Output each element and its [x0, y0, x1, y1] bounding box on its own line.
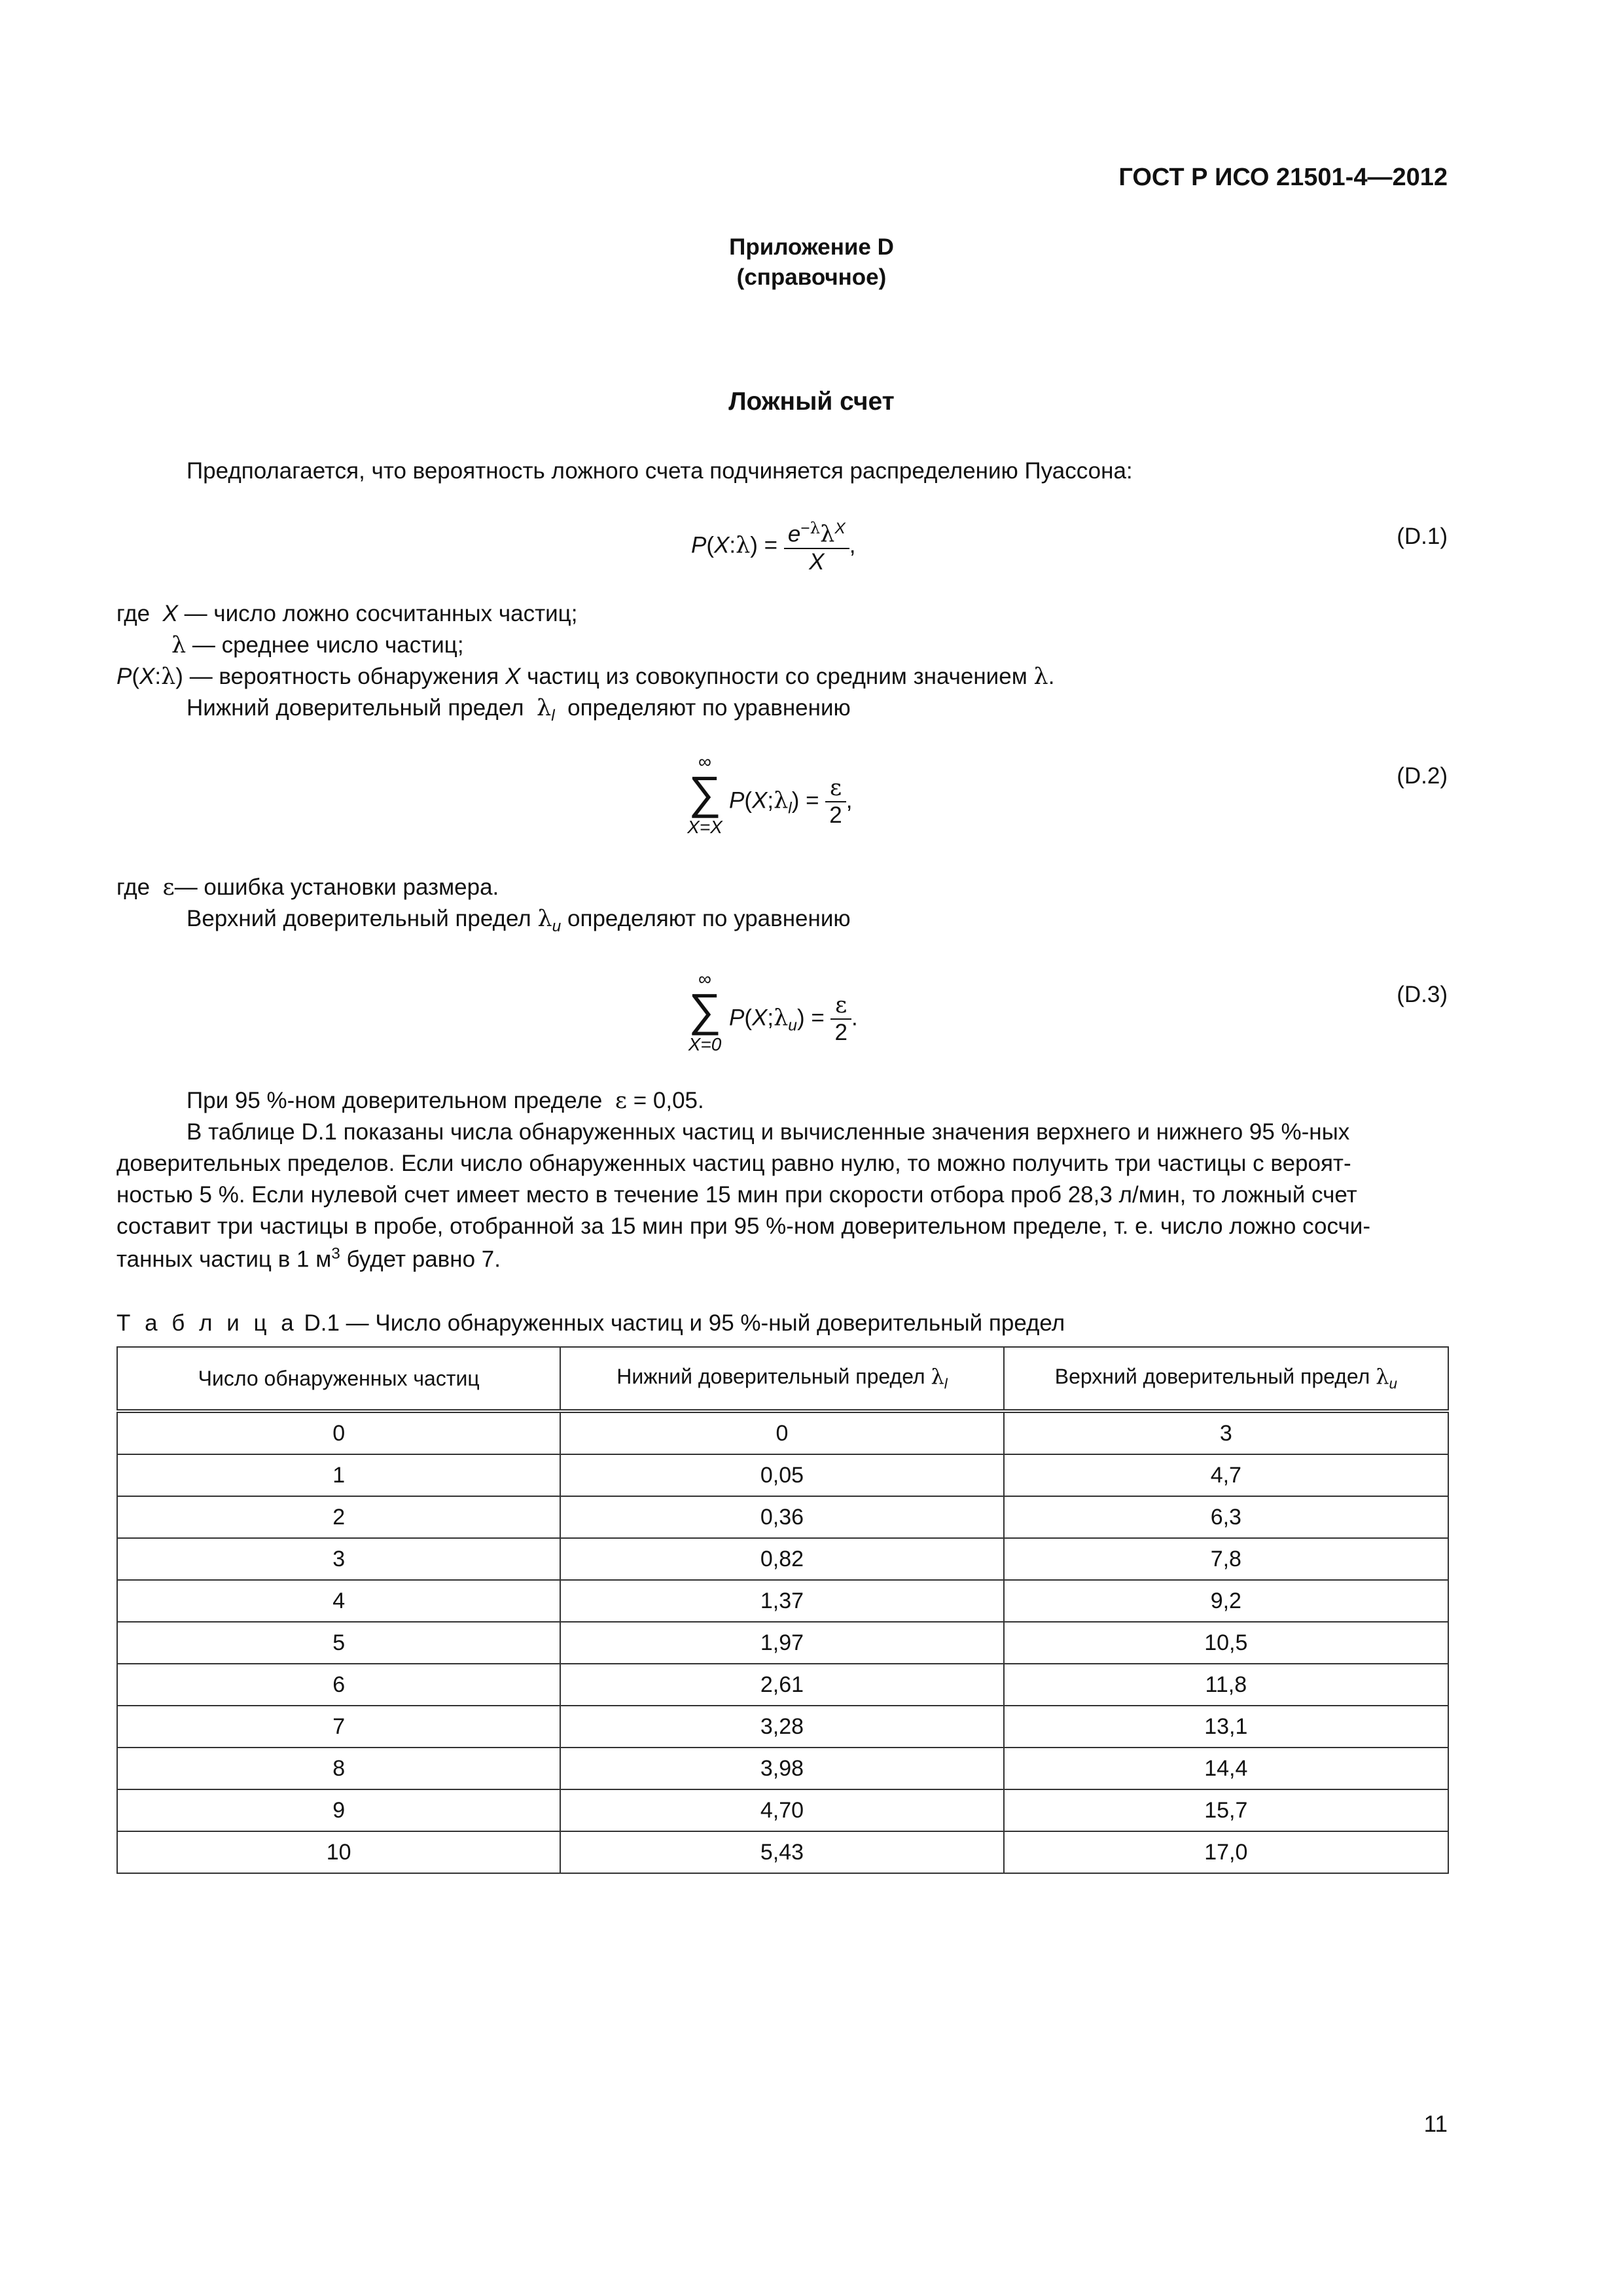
table-cell: 9	[117, 1789, 560, 1831]
page-number: 11	[1423, 2111, 1448, 2137]
table-cell: 3,28	[560, 1706, 1003, 1748]
def-epsilon: где ε— ошибка установки размера.	[116, 874, 499, 901]
confidence-paragraph: При 95 %-ном доверительном пределе ε = 0,05.	[187, 1088, 704, 1114]
table-cell: 3	[117, 1538, 560, 1580]
table-row	[117, 1454, 1448, 1496]
table-cell: 6,3	[1004, 1496, 1448, 1538]
table-cell: 17,0	[1004, 1831, 1448, 1873]
table-cell: 4,70	[560, 1789, 1003, 1831]
body-line-1: В таблице D.1 показаны числа обнаруженных частиц и вычисленные значения верхнего и нижнего 95 %-ных	[187, 1119, 1350, 1145]
def-p: P(X:λ) — вероятность обнаружения X частиц из совокупности со средним значением λ.	[116, 664, 1055, 690]
table-body	[117, 1411, 1448, 1873]
upper-limit-intro: Верхний доверительный предел $\lambda_u$ определяют по уравнению	[187, 906, 851, 935]
table-cell: 4	[117, 1580, 560, 1622]
table-cell: 3,98	[560, 1748, 1003, 1789]
table-cell: 11,8	[1004, 1664, 1448, 1706]
section-title: Ложный счет	[728, 387, 895, 416]
def-x: где X — число ложно сосчитанных частиц;	[116, 601, 578, 626]
table-cell: 0	[560, 1411, 1003, 1454]
equation-d1-number: (D.1)	[1397, 524, 1448, 549]
table-cell: 6	[117, 1664, 560, 1706]
table-row	[117, 1411, 1448, 1454]
table-cell: 5,43	[560, 1831, 1003, 1873]
table-cell: 5	[117, 1622, 560, 1664]
equation-d3-number: (D.3)	[1397, 982, 1448, 1007]
body-line-5: танных частиц в 1 $м^3$ будет равно 7.	[116, 1245, 501, 1272]
table-cell: 2	[117, 1496, 560, 1538]
table-row	[117, 1831, 1448, 1873]
table-cell: 1,37	[560, 1580, 1003, 1622]
lower-limit-intro: Нижний доверительный предел $\lambda_l$ определяют по уравнению	[187, 695, 851, 725]
table-row	[117, 1538, 1448, 1580]
table-cell: 1,97	[560, 1622, 1003, 1664]
detection-table	[116, 1346, 1449, 1874]
table-cell: 13,1	[1004, 1706, 1448, 1748]
table-cell: 0,05	[560, 1454, 1003, 1496]
table-cell: 15,7	[1004, 1789, 1448, 1831]
table-cell: 10	[117, 1831, 560, 1873]
table-cell: 8	[117, 1748, 560, 1789]
table-cell: 9,2	[1004, 1580, 1448, 1622]
table-caption: Т а б л и ц а D.1 — Число обнаруженных частиц и 95 %-ный доверительный предел	[116, 1310, 1065, 1336]
table-row	[117, 1664, 1448, 1706]
table-cell: 14,4	[1004, 1748, 1448, 1789]
table-cell: 7,8	[1004, 1538, 1448, 1580]
table-cell: 0,36	[560, 1496, 1003, 1538]
table-row	[117, 1789, 1448, 1831]
table-cell: 1	[117, 1454, 560, 1496]
table-cell: 10,5	[1004, 1622, 1448, 1664]
equation-d1: P(X:λ) = $\frac{e^{-\lambda}\lambda^X}{X}$ ,	[691, 518, 856, 575]
table-cell: 3	[1004, 1411, 1448, 1454]
table-row	[117, 1496, 1448, 1538]
table-row	[117, 1622, 1448, 1664]
document-id: ГОСТ Р ИСО 21501-4—2012	[1118, 164, 1448, 191]
body-line-4: составит три частицы в пробе, отобранной за 15 мин при 95 %-ном доверительном пределе, т. е. число ложно сосчи-	[116, 1213, 1370, 1239]
column-header: Верхний доверительный предел $\lambda_u$	[1004, 1347, 1448, 1411]
intro-paragraph: Предполагается, что вероятность ложного счета подчиняется распределению Пуассона:	[187, 458, 1133, 484]
table-cell: 2,61	[560, 1664, 1003, 1706]
equation-d2-number: (D.2)	[1397, 763, 1448, 789]
table-row	[117, 1580, 1448, 1622]
table-row	[117, 1706, 1448, 1748]
column-header: Нижний доверительный предел $\lambda_l$	[560, 1347, 1003, 1411]
body-line-2: доверительных пределов. Если число обнаруженных частиц равно нулю, то можно получить три частицы с вероят-	[116, 1151, 1351, 1176]
table-cell: 0,82	[560, 1538, 1003, 1580]
body-line-3: ностью 5 %. Если нулевой счет имеет место в течение 15 мин при скорости отбора проб 28,3 л/мин, то ложный счет	[116, 1182, 1357, 1208]
appendix-subtitle: (справочное)	[736, 264, 887, 290]
table-cell: 4,7	[1004, 1454, 1448, 1496]
def-lambda: λ — среднее число частиц;	[171, 632, 464, 658]
appendix-title: Приложение D	[729, 234, 894, 260]
column-header: Число обнаруженных частиц	[117, 1347, 560, 1411]
equation-d2: ∞ ∑ X=X $P(X;\lambda_l)$ = $\frac{\varepsilon}{2}$ ,	[687, 751, 853, 837]
table-cell: 0	[117, 1411, 560, 1454]
table-cell: 7	[117, 1706, 560, 1748]
equation-d3: ∞ ∑ X=0 $P(X;\lambda_u)$ = $\frac{\varepsilon}{2}$ .	[688, 969, 858, 1054]
table-row	[117, 1748, 1448, 1789]
